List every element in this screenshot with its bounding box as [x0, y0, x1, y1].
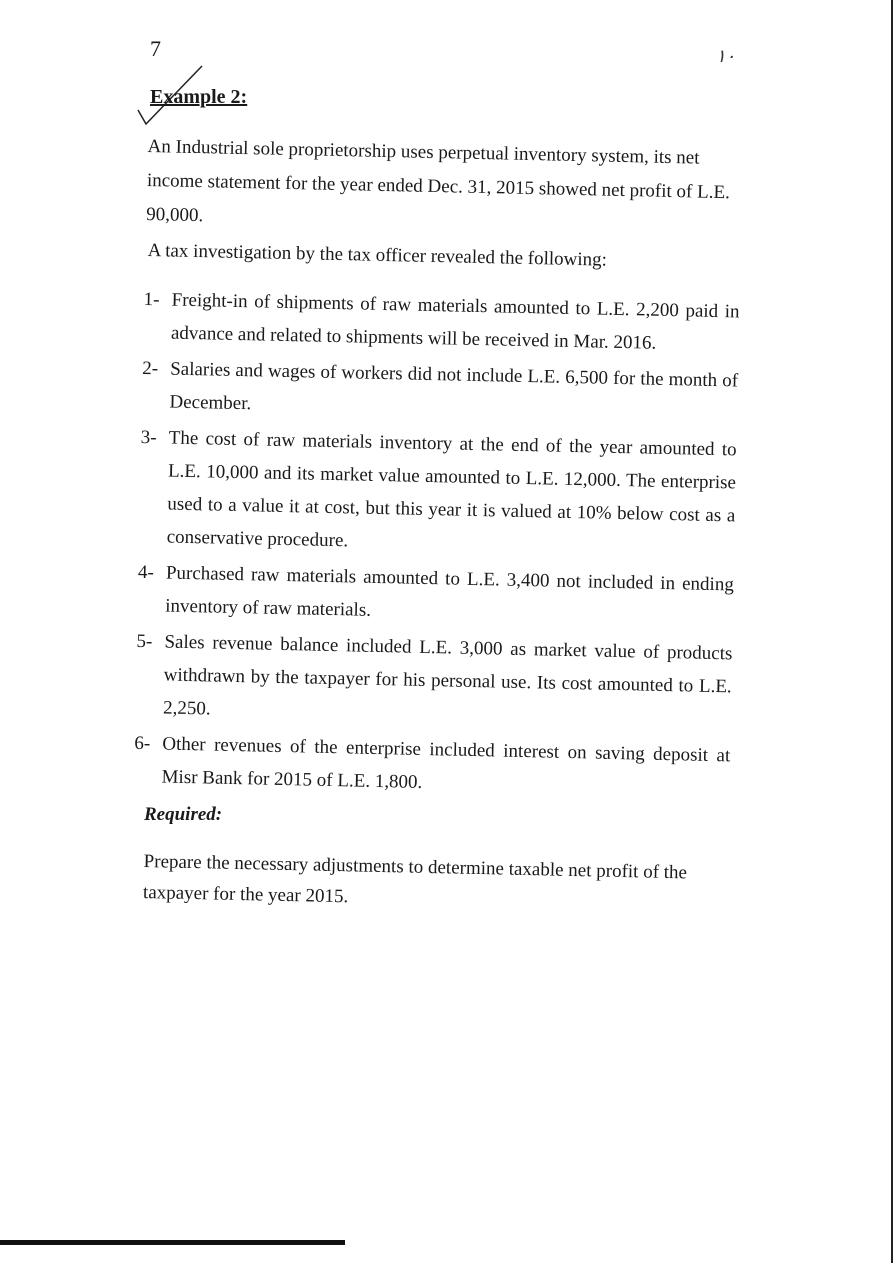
finding-number: 6-	[134, 732, 151, 755]
finding-item	[141, 352, 738, 430]
page-number: 7	[150, 36, 161, 61]
finding-text: The cost of raw materials inventory at the end of the year amounted to L.E. 10,000 and its market value amounted to L.E. 12,000. The enterprise used to a value it at cost, but this year it is valued at 10% below cost as a conservative procedure.	[166, 427, 737, 552]
finding-item	[137, 556, 734, 634]
scan-bottom-bar	[0, 1240, 345, 1245]
handwritten-page-mark: ۱۰	[716, 46, 736, 66]
finding-item	[135, 625, 733, 736]
finding-text: Sales revenue balance included L.E. 3,000 as market value of products withdrawn by the taxpayer for his personal use. Its cost amounted to L.E. 2,250.	[162, 631, 733, 720]
findings-list	[133, 283, 740, 805]
required-label: Required:	[144, 804, 223, 825]
investigation-lead: A tax investigation by the tax officer revealed the following:	[147, 240, 608, 271]
required-text: Prepare the necessary adjustments to determine taxable net profit of the taxpayer for the year 2015.	[142, 850, 688, 908]
finding-number: 5-	[136, 630, 153, 653]
finding-number: 1-	[143, 288, 160, 311]
example-heading: Example 2:	[150, 86, 248, 108]
finding-text: Purchased raw materials amounted to L.E. 3,400 not included in ending inventory of raw materials.	[165, 562, 735, 621]
intro-paragraph: An Industrial sole proprietorship uses perpetual inventory system, its net income statement for the year ended Dec. 31, 2015 showed net profit of L.E. 90,000.	[146, 135, 731, 227]
finding-text: Freight-in of shipments of raw materials amounted to L.E. 2,200 paid in advance and related to shipments will be received in Mar. 2016.	[170, 289, 740, 354]
finding-text: Other revenues of the enterprise included interest on saving deposit at Misr Bank for 2015 of L.E. 1,800.	[161, 733, 731, 793]
finding-text: Salaries and wages of workers did not include L.E. 6,500 for the month of December.	[169, 358, 739, 415]
finding-item	[138, 421, 737, 565]
finding-item	[133, 727, 730, 805]
finding-number: 3-	[140, 426, 157, 449]
finding-item	[143, 283, 740, 361]
finding-number: 4-	[137, 561, 154, 584]
finding-number: 2-	[141, 357, 159, 380]
